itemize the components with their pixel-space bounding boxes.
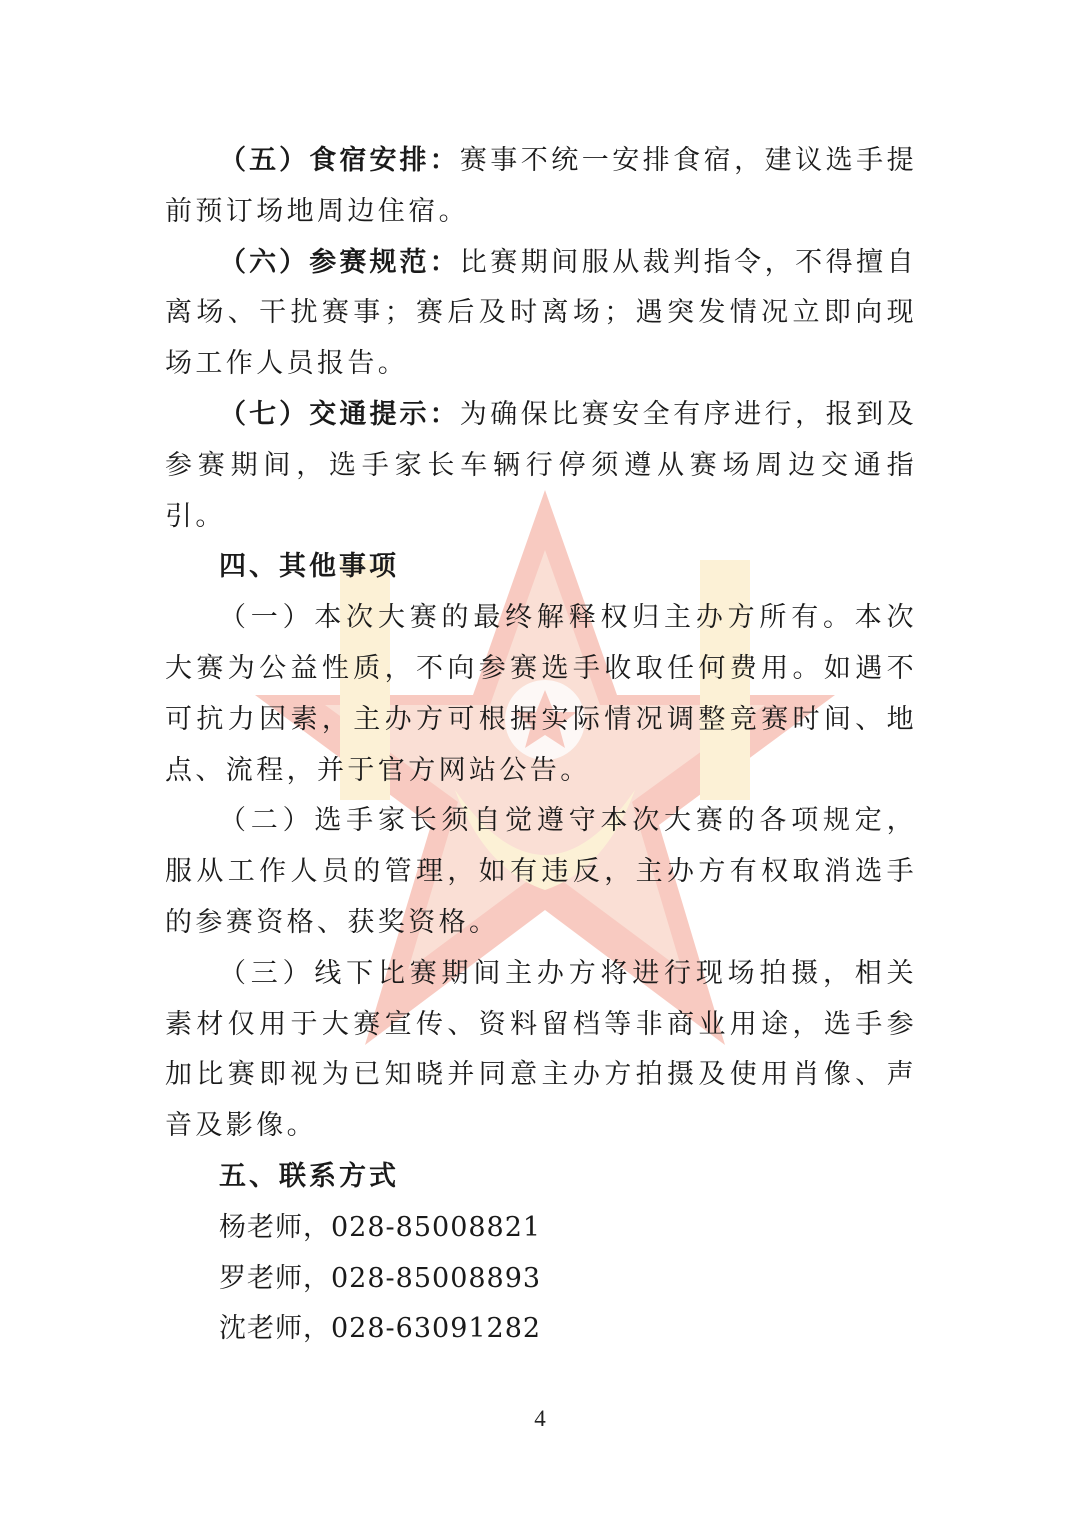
section-conduct — [165, 238, 917, 390]
other-item: （一）本次大赛的最终解释权归主办方所有。本次大赛为公益性质，不向参赛选手收取任何费用。如遇不可抗力因素，主办方可根据实际情况调整竞赛时间、地点、流程，并于官方网站公告。 — [165, 602, 917, 786]
section-body: 比赛期间服从裁判指令，不得擅自离场、干扰赛事；赛后及时离场；遇突发情况立即向现场工作人员报告。 — [165, 246, 918, 380]
section-body: 赛事不统一安排食宿，建议选手提前预订场地周边住宿。 — [165, 145, 918, 227]
section-traffic — [165, 390, 917, 542]
heading-contact: 五、联系方式 — [219, 1160, 399, 1192]
page-number: 4 — [534, 1406, 546, 1431]
contact-line: 杨老师，028-85008821 — [219, 1211, 542, 1243]
section-food-lodging — [165, 136, 917, 238]
heading-other-matters: 四、其他事项 — [219, 551, 399, 583]
other-item: （二）选手家长须自觉遵守本次大赛的各项规定，服从工作人员的管理，如有违反，主办方有权取消选手的参赛资格、获奖资格。 — [165, 805, 917, 938]
section-lead: （七）交通提示： — [219, 398, 460, 430]
contact-line: 沈老师，028-63091282 — [219, 1313, 542, 1345]
section-lead: （五）食宿安排： — [219, 145, 460, 176]
other-item: （三）线下比赛期间主办方将进行现场拍摄，相关素材仅用于大赛宣传、资料留档等非商业用途，选手参加比赛即视为已知晓并同意主办方拍摄及使用肖像、声音及影像。 — [165, 957, 917, 1142]
contact-line: 罗老师，028-85008893 — [219, 1262, 542, 1294]
section-body: 为确保比赛安全有序进行，报到及参赛期间，选手家长车辆行停须遵从赛场周边交通指引。 — [165, 398, 918, 532]
section-lead: （六）参赛规范： — [219, 246, 460, 278]
document-body — [165, 136, 917, 1355]
